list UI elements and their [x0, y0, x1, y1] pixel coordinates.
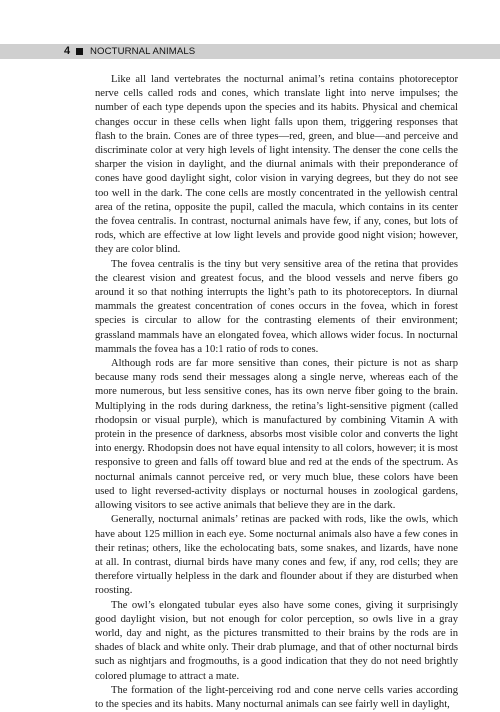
paragraph: Although rods are far more sensitive than cones, their picture is not as sharp because many rods send their messages along a single nerve, whereas each of the more numerous, but less sensitive cones, has its own nerve fiber going to the brain. Multiplying in the rods during darkness, the retina’s light-sensitive pigment (called rhodopsin or visual purple), which is manufactured by combining Vitamin A with protein in the presence of darkness, absorbs most visible color and converts the light into energy. Rhodopsin does not have equal intensity to all colors, however; it is most responsive to green and falls off toward blue and red at the ends of the spectrum. As nocturnal animals cannot perceive red, or very much blue, these colors have been used to light reversed-activity displays or nocturnal houses in zoological gardens, allowing visitors to see active animals that believe they are in the dark.: [95, 358, 458, 512]
square-bullet-icon: [76, 48, 83, 55]
page-number: 4: [64, 45, 71, 57]
body-text: [95, 73, 458, 712]
running-head: [0, 44, 500, 59]
paragraph: The fovea centralis is the tiny but very sensitive area of the retina that provides the clearest vision and greatest focus, and the blood vessels and nerve fibers go around it so that nothing interrupts the light’s path to its photoreceptors. In diurnal mammals the greatest concentration of cones occurs in the fovea, which in forest species is circular to allow for the contrasting elements of their environment; grassland mammals have an elongated fovea, which allows wider focus. In nocturnal mammals the fovea has a 10:1 ratio of rods to cones.: [95, 258, 458, 355]
paragraph: The owl’s elongated tubular eyes also have some cones, giving it surprisingly good daylight vision, but not enough for color perception, so owls live in a gray world, day and night, as the pictures transmitted to their brains by the rods are in shades of black and white only. Their drab plumage, and that of other nocturnal birds such as nightjars and frogmouths, is a good indication that they do not need brightly colored plumage to attract a mate.: [95, 599, 458, 682]
paragraph: Generally, nocturnal animals’ retinas are packed with rods, like the owls, which have about 125 million in each eye. Some nocturnal animals also have a few cones in their retinas; others, like the echolocating bats, some snakes, and lizards, have none at all. In contrast, diurnal birds have many cones and few, if any, rod cells; they are therefore virtually helpless in the dark and flounder about if they are disturbed when roosting.: [95, 514, 458, 597]
paragraph: The formation of the light-perceiving rod and cone nerve cells varies according to the species and its habits. Many nocturnal animals can see fairly well in daylight,: [95, 684, 458, 710]
running-title: NOCTURNAL ANIMALS: [90, 46, 196, 57]
paragraph: Like all land vertebrates the nocturnal animal’s retina contains photoreceptor nerve cells called rods and cones, which translate light into nerve impulses; the number of each type depends upon the species and its habits. Physical and chemical changes occur in these cells when light falls upon them, triggering responses that flash to the brain. Cones are of three types—red, green, and blue—and perceive and discriminate color at very high levels of light intensity. The denser the cone cells the sharper the vision in daylight, and the diurnal animals with their preponderance of cones have good daylight sight, color vision in varying degrees, but they do not see too well in the dark. The cone cells are mostly concentrated in the yellowish central area of the retina, opposite the pupil, called the macula, which contains in its center the fovea centralis. In contrast, nocturnal animals have few, if any, cones, but lots of rods, which are effective at low light levels and provide good night vision; however, they are color blind.: [95, 74, 458, 256]
